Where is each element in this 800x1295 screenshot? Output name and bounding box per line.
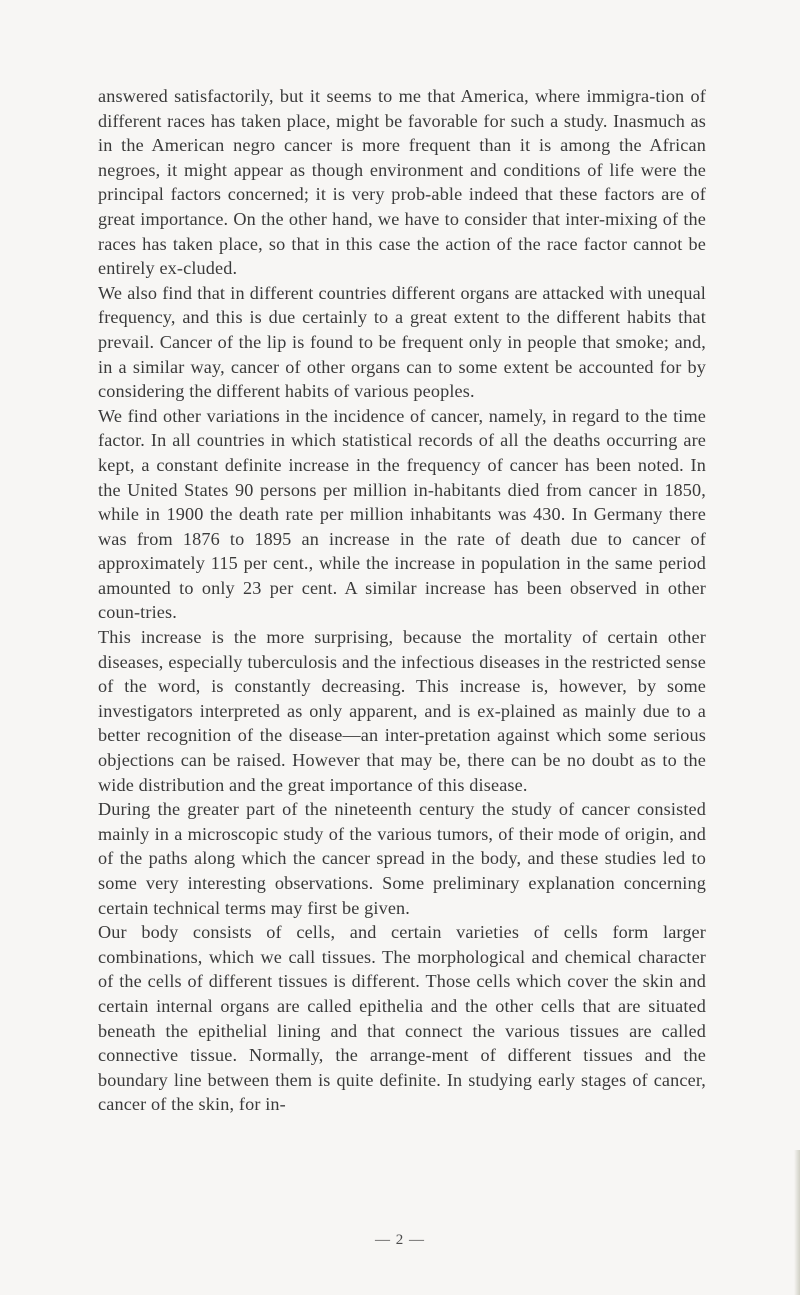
paragraph-5: During the greater part of the nineteenth century the study of cancer consisted mainly in a microscopic study of the various tumors, of their mode of origin, and of the paths along which the cancer spread in the body, and these studies led to some very interesting observations. Some preliminary explanation concerning certain technical terms may first be given. (98, 799, 706, 918)
paragraph-6: Our body consists of cells, and certain varieties of cells form larger combinations, which we call tissues. The morphological and chemical character of the cells of different tissues is different. Those cells which cover the skin and certain internal organs are called epithelia and the other cells that are situated beneath the epithelial lining and that connect the various tissues are called connective tissue. Normally, the arrange-ment of different tissues and the boundary line between them is quite definite. In studying early stages of cancer, cancer of the skin, for in- (98, 922, 706, 1115)
page-number: — 2 — (375, 1232, 425, 1248)
paragraph-4: This increase is the more surprising, because the mortality of certain other diseases, especially tuberculosis and the infectious diseases in the restricted sense of the word, is constantly decreasing. This increase is, however, by some investigators interpreted as only apparent, and is ex-plained as mainly due to a better recognition of the disease—an inter-pretation against which some serious objections can be raised. However that may be, there can be no doubt as to the wide distribution and the great importance of this disease. (98, 627, 706, 795)
paragraph-2: We also find that in different countries different organs are attacked with unequal frequency, and this is due certainly to a great extent to the different habits that prevail. Cancer of the lip is found to be frequent only in people that smoke; and, in a similar way, cancer of other organs can to some extent be accounted for by considering the different habits of various peoples. (98, 282, 706, 402)
paragraph-1: answered satisfactorily, but it seems to me that America, where immigra-tion of different races has taken place, might be favorable for such a study. Inasmuch as in the American negro cancer is more frequent than it is among the African negroes, it might appear as though environment and conditions of life were the principal factors concerned; it is very prob-able indeed that these factors are of great importance. On the other hand, we have to consider that inter-mixing of the races has taken place, so that in this case the action of the race factor cannot be entirely ex-cluded. (98, 86, 706, 279)
page-edge-shadow (794, 1150, 800, 1295)
paragraph-3: We find other variations in the incidence of cancer, namely, in regard to the time factor. In all countries in which statistical records of all the deaths occurring are kept, a constant definite increase in the frequency of cancer has been noted. In the United States 90 persons per million in-habitants died from cancer in 1850, while in 1900 the death rate per million inhabitants was 430. In Germany there was from 1876 to 1895 an increase in the rate of death due to cancer of approximately 115 per cent., while the increase in population in the same period amounted to only 23 per cent. A similar increase has been observed in other coun-tries. (98, 405, 706, 623)
page-body (98, 84, 706, 1117)
